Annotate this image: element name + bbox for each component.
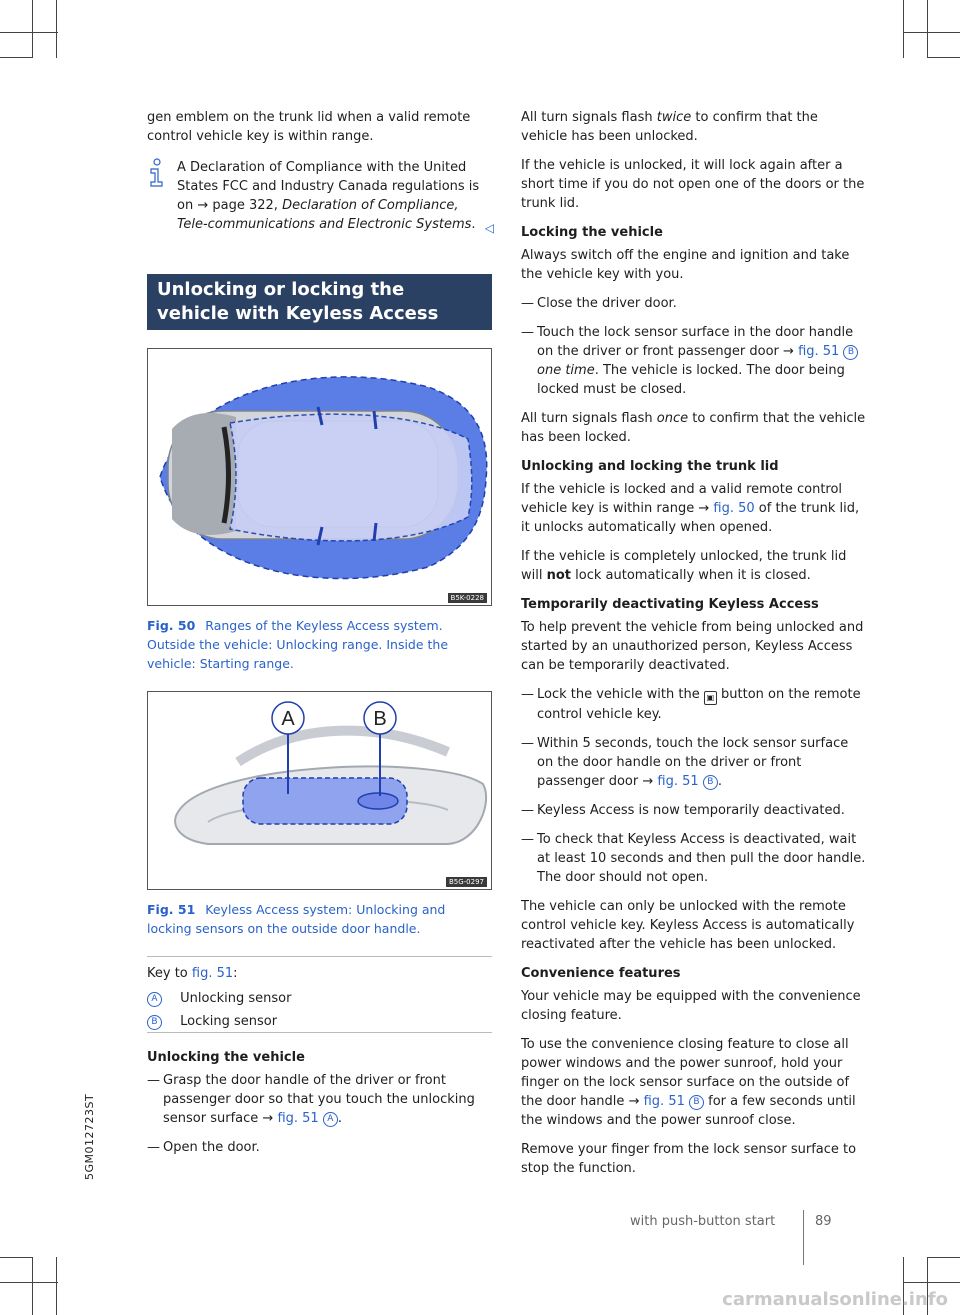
key-intro-text: Key to xyxy=(147,966,188,981)
step-text: button on the remote control vehicle key. xyxy=(537,687,861,722)
strong-text: not xyxy=(546,568,572,583)
unlocking-heading: Unlocking the vehicle xyxy=(147,1050,305,1065)
crop-mark xyxy=(927,0,928,58)
label-b: B xyxy=(373,708,387,730)
sensor-letter-badge: B xyxy=(147,1015,162,1030)
figure-51 xyxy=(147,691,492,890)
paragraph: Always switch off the engine and ignition and take the vehicle key with you. xyxy=(521,248,850,282)
info-icon xyxy=(147,158,167,194)
sensor-letter-badge: B xyxy=(703,775,718,790)
crop-mark xyxy=(903,1282,960,1283)
crop-mark xyxy=(56,1257,57,1315)
step-text: Lock the vehicle with the xyxy=(537,687,700,702)
emphasis: one time xyxy=(537,363,595,378)
sensor-letter-badge: A xyxy=(147,992,162,1007)
lock-button-icon: ▣ xyxy=(704,691,717,705)
figure-50-caption xyxy=(147,616,492,673)
figure-link[interactable]: fig. 51 xyxy=(657,774,699,789)
right-column xyxy=(521,108,866,1188)
trunk-heading: Unlocking and locking the trunk lid xyxy=(521,459,779,474)
figure-51-caption xyxy=(147,900,492,938)
figure-50 xyxy=(147,348,492,606)
left-column-top xyxy=(147,108,492,258)
paragraph: The vehicle can only be unlocked with the remote control vehicle key. Keyless Access is automatically reactivated after the vehicle has been unlocked. xyxy=(521,899,855,952)
crop-mark xyxy=(0,57,32,58)
text: If the vehicle is locked and a valid remote control vehicle key is within range xyxy=(521,482,843,516)
paragraph: If the vehicle is unlocked, it will lock again after a short time if you do not open one of the doors or the trunk lid. xyxy=(521,158,865,211)
crop-mark xyxy=(903,32,960,33)
page-number: 89 xyxy=(815,1214,832,1229)
footer-section-title: with push-button start xyxy=(630,1214,776,1229)
emphasis: twice xyxy=(656,110,692,125)
step-item: — Grasp the door handle of the driver or front passenger door so that you touch the unlocking sensor surface → fig. 51 A . xyxy=(147,1071,492,1128)
arrow-icon: → xyxy=(783,344,794,359)
arrow-icon: → xyxy=(262,1111,274,1126)
info-note xyxy=(147,158,492,234)
key-figure-link[interactable]: fig. 51 xyxy=(191,966,234,981)
step-item: — Within 5 seconds, touch the lock sensor surface on the door handle on the driver or front passenger door → fig. 51 B . xyxy=(521,734,866,791)
info-page-ref: page 322, xyxy=(212,198,278,213)
figure-link[interactable]: fig. 51 xyxy=(798,344,840,359)
info-text: A Declaration of Compliance with the United States FCC and Industry Canada regulations is on xyxy=(177,160,480,213)
crop-mark xyxy=(32,1257,33,1315)
paragraph xyxy=(521,108,866,146)
crop-mark xyxy=(0,32,58,33)
key-intro xyxy=(147,964,238,983)
locking-heading: Locking the vehicle xyxy=(521,225,663,240)
figure-code: B5K-0228 xyxy=(448,593,487,603)
arrow-icon: → xyxy=(698,501,710,516)
divider xyxy=(147,956,492,957)
paragraph: To help prevent the vehicle from being unlocked and started by an unauthorized person, Keyless Access can be temporarily deactivated. xyxy=(521,620,864,673)
step-text: Grasp the door handle of the driver or front passenger door so that you touch the unlocking sensor surface xyxy=(163,1073,475,1126)
text: All turn signals flash xyxy=(521,110,653,125)
arrow-icon: → xyxy=(197,198,209,213)
convenience-heading: Convenience features xyxy=(521,966,681,981)
text: for a few seconds until the windows and the power sunroof close. xyxy=(521,1094,856,1128)
intro-paragraph: gen emblem on the trunk lid when a valid remote control vehicle key is within range. xyxy=(147,110,471,144)
figure-code: B5G-0297 xyxy=(446,877,487,887)
temporary-heading: Temporarily deactivating Keyless Access xyxy=(521,597,819,612)
crop-mark xyxy=(56,0,57,58)
paragraph xyxy=(521,480,866,537)
paragraph xyxy=(521,547,866,585)
step-text: Within 5 seconds, touch the lock sensor surface on the door handle on the driver or front passenger door xyxy=(537,736,849,789)
door-handle-illustration xyxy=(148,692,491,889)
key-colon: : xyxy=(233,966,238,981)
footer-divider xyxy=(803,1210,804,1265)
figure-label: Fig. 50 xyxy=(147,618,196,633)
text: of the trunk lid, it unlocks automatically when opened. xyxy=(521,501,860,535)
key-item xyxy=(147,1012,277,1031)
key-item xyxy=(147,989,291,1008)
crop-mark xyxy=(927,1257,960,1258)
step-item xyxy=(521,323,866,399)
figure-link[interactable]: fig. 51 xyxy=(643,1094,685,1109)
paragraph xyxy=(521,409,866,447)
step-item: — To check that Keyless Access is deactivated, wait at least 10 seconds and then pull the door handle. The door should not open. xyxy=(521,830,866,887)
sensor-letter-badge: A xyxy=(323,1112,338,1127)
keyless-range-illustration xyxy=(148,349,491,605)
crop-mark xyxy=(903,0,904,58)
step-item: — Keyless Access is now temporarily deactivated. xyxy=(521,801,866,820)
step-text: . The vehicle is locked. The door being locked must be closed. xyxy=(537,363,845,397)
text: to confirm that the vehicle has been unlocked. xyxy=(521,110,818,144)
caption-text: Ranges of the Keyless Access system. Outside the vehicle: Unlocking range. Inside the vehicle: Starting range. xyxy=(147,618,449,671)
key-item-text: Unlocking sensor xyxy=(180,991,292,1006)
section-heading: Unlocking or locking the vehicle with Keyless Access xyxy=(147,274,492,330)
key-item-text: Locking sensor xyxy=(180,1014,278,1029)
caption-text: Keyless Access system: Unlocking and locking sensors on the outside door handle. xyxy=(147,902,446,936)
crop-mark xyxy=(927,57,960,58)
step-item: — Close the driver door. xyxy=(521,294,866,313)
arrow-icon: → xyxy=(642,774,654,789)
emphasis: once xyxy=(656,411,689,426)
figure-label: Fig. 51 xyxy=(147,902,196,917)
info-italic-title: Declaration of Compliance, Tele-communications and Electronic Systems xyxy=(177,198,472,232)
arrow-icon: → xyxy=(628,1094,640,1109)
crop-mark xyxy=(0,1257,32,1258)
crop-mark xyxy=(32,0,33,58)
sensor-letter-badge: B xyxy=(689,1095,704,1110)
label-a: A xyxy=(281,708,295,730)
text: If the vehicle is completely unlocked, the trunk lid will xyxy=(521,549,847,583)
text: lock automatically when it is closed. xyxy=(575,568,811,583)
crop-mark xyxy=(0,1282,58,1283)
paragraph: Remove your finger from the lock sensor surface to stop the function. xyxy=(521,1142,857,1176)
document-code: 5GM012723ST xyxy=(83,1093,96,1180)
text: To use the convenience closing feature to close all power windows and the power sunroof, hold your finger on the lock sensor surface on the outside of the door handle xyxy=(521,1037,850,1109)
paragraph: Your vehicle may be equipped with the convenience closing feature. xyxy=(521,989,861,1023)
paragraph xyxy=(521,1035,866,1130)
step-text: Touch the lock sensor surface in the door handle on the driver or front passenger door xyxy=(537,325,854,359)
unlocking-section xyxy=(147,1048,492,1167)
watermark: carmanualsonline.info xyxy=(722,1289,948,1310)
info-period: . xyxy=(471,217,476,232)
text: All turn signals flash xyxy=(521,411,653,426)
step-item xyxy=(521,685,866,724)
step-item: — Open the door. xyxy=(147,1138,492,1157)
divider xyxy=(147,1032,492,1033)
end-mark-icon: ◁ xyxy=(484,221,494,235)
figure-link[interactable]: fig. 50 xyxy=(713,501,755,516)
figure-link[interactable]: fig. 51 xyxy=(277,1111,319,1126)
text: to confirm that the vehicle has been locked. xyxy=(521,411,866,445)
sensor-letter-badge: B xyxy=(843,345,858,360)
